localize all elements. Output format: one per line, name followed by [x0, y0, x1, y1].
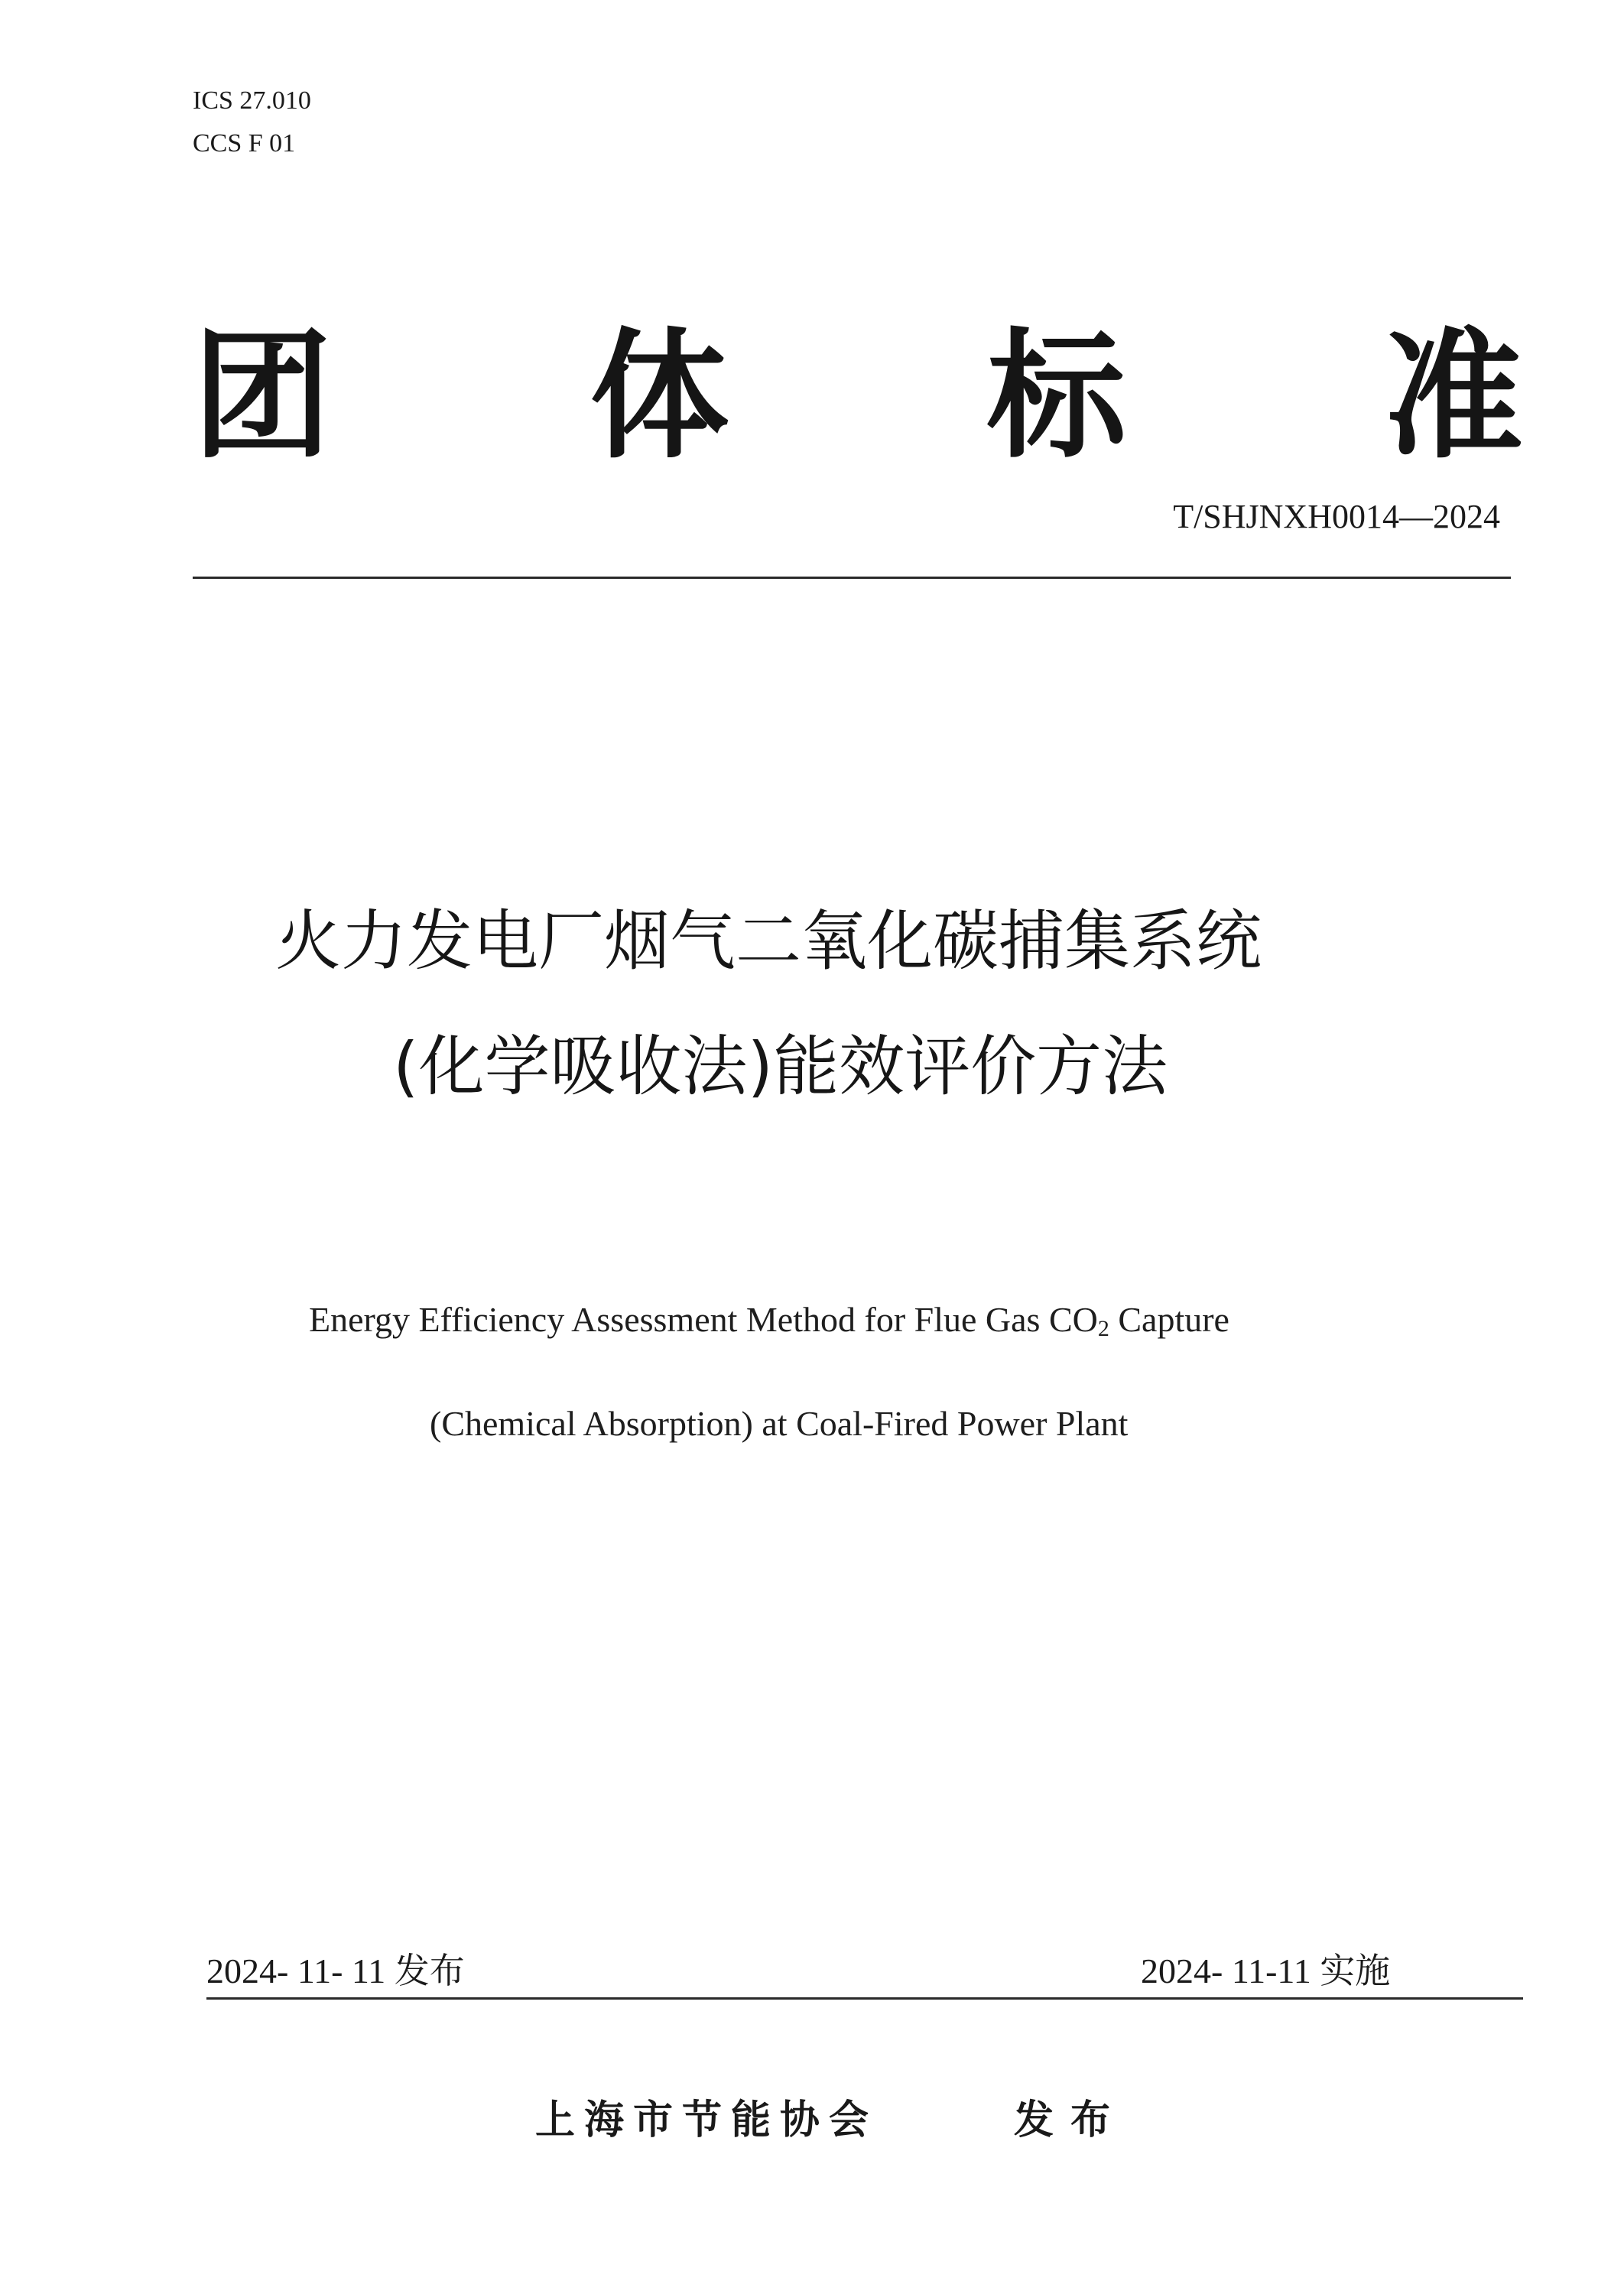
- ccs-code: CCS F 01: [193, 129, 296, 158]
- title-char-1: 团: [193, 315, 332, 477]
- top-divider: [193, 577, 1511, 579]
- chinese-title-line-2: (化学吸收法)能效评价方法: [393, 1028, 1168, 1105]
- english-title-line-2: (Chemical Absorption) at Coal-Fired Power Plant: [430, 1404, 1129, 1443]
- english-title-part-a: Energy Efficiency Assessment Method for Flue Gas CO: [309, 1300, 1098, 1339]
- english-title-part-b: Capture: [1109, 1300, 1229, 1339]
- document-type-title: [193, 315, 1523, 477]
- title-char-3: 标: [986, 315, 1126, 477]
- implementation-date: 2024- 11-11 实施: [1141, 1951, 1391, 1990]
- chinese-title-line-1: 火力发电厂烟气二氧化碳捕集系统: [275, 903, 1262, 980]
- bottom-divider: [206, 1997, 1523, 2000]
- title-char-2: 体: [590, 315, 729, 477]
- ics-code: ICS 27.010: [193, 86, 311, 115]
- issue-date: 2024- 11- 11 发布: [206, 1951, 465, 1990]
- standard-code: T/SHJNXH0014—2024: [1173, 498, 1500, 535]
- english-title-line-1: [309, 1295, 1229, 1353]
- publisher-organization: 上海市节能协会: [535, 2097, 879, 2143]
- title-char-4: 准: [1383, 315, 1523, 477]
- publisher-label: 发布: [1014, 2097, 1128, 2143]
- co2-subscript: 2: [1097, 1316, 1109, 1341]
